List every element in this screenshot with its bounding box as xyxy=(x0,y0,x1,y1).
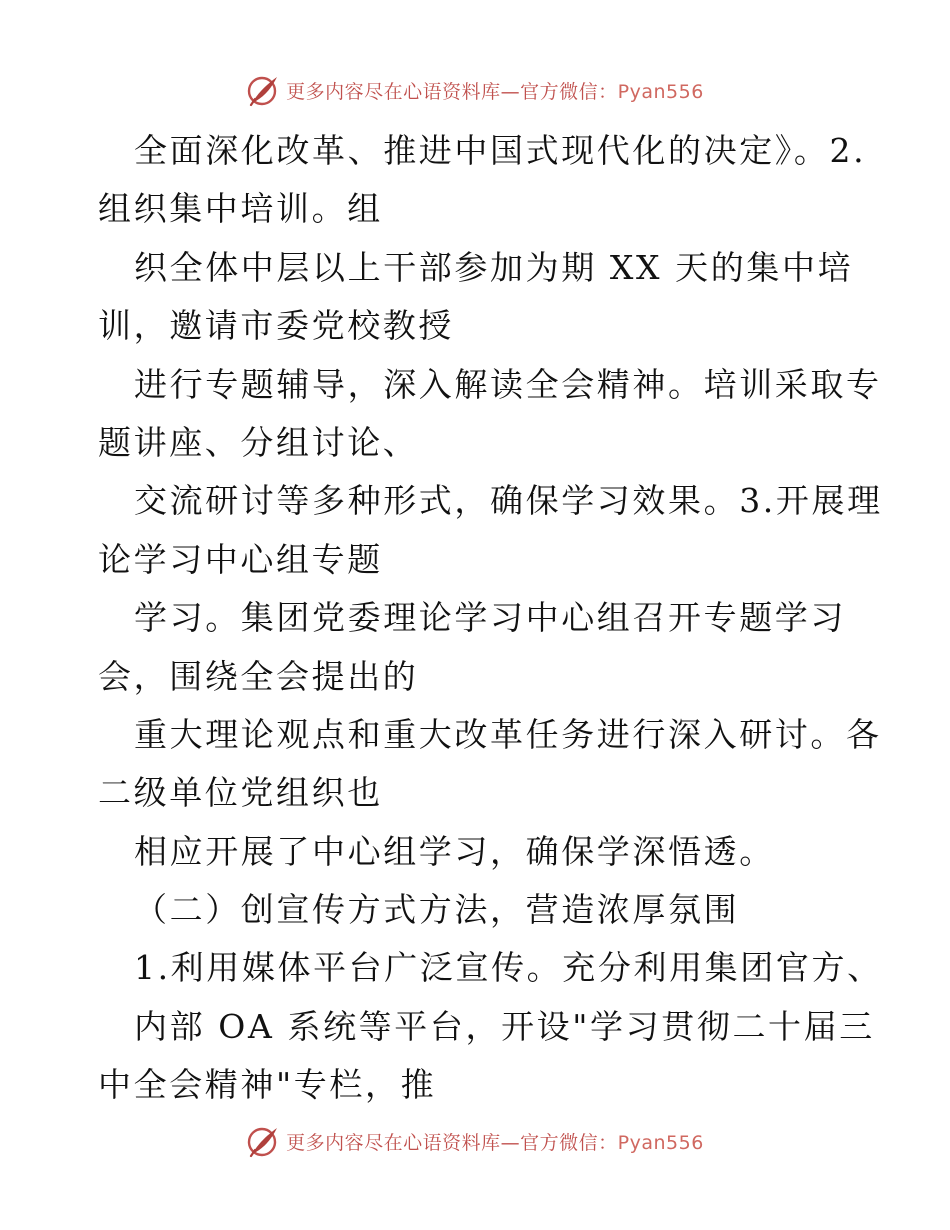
section-heading: （二）创宣传方式方法，营造浓厚氛围 xyxy=(134,890,740,930)
text-line: 二级单位党组织也 xyxy=(98,773,383,813)
text-line: 进行专题辅导，深入解读全会精神。培训采取专 xyxy=(134,364,882,404)
text-line: 中全会精神"专栏，推 xyxy=(98,1065,437,1105)
text-line: 学习。集团党委理论学习中心组召开专题学习 xyxy=(134,598,846,638)
header-watermark-banner xyxy=(0,70,950,110)
footer-watermark-banner xyxy=(0,1121,950,1161)
text-line: 内部 OA 系统等平台，开设"学习贯彻二十届三 xyxy=(134,1006,875,1046)
watermark-text: 更多内容尽在心语资料库—官方微信：Pyan556 xyxy=(286,1131,704,1154)
quill-logo-icon xyxy=(246,73,280,107)
text-line: 1.利用媒体平台广泛宣传。充分利用集团官方、 xyxy=(134,948,883,988)
quill-logo-icon xyxy=(246,1124,280,1158)
text-line: 论学习中心组专题 xyxy=(98,539,383,579)
watermark-text: 更多内容尽在心语资料库—官方微信：Pyan556 xyxy=(286,80,704,103)
text-line: 训，邀请市委党校教授 xyxy=(98,306,454,346)
text-line: 相应开展了中心组学习，确保学深悟透。 xyxy=(134,831,775,871)
text-line: 题讲座、分组讨论、 xyxy=(98,422,419,462)
document-body xyxy=(98,122,883,1115)
text-line: 织全体中层以上干部参加为期 XX 天的集中培 xyxy=(134,247,854,287)
text-line: 组织集中培训。组 xyxy=(98,189,383,229)
text-line: 会，围绕全会提出的 xyxy=(98,656,419,696)
text-line: 重大理论观点和重大改革任务进行深入研讨。各 xyxy=(134,714,882,754)
text-line: 全面深化改革、推进中国式现代化的决定》。2. xyxy=(134,131,867,170)
text-line: 交流研讨等多种形式，确保学习效果。3.开展理 xyxy=(134,481,883,521)
